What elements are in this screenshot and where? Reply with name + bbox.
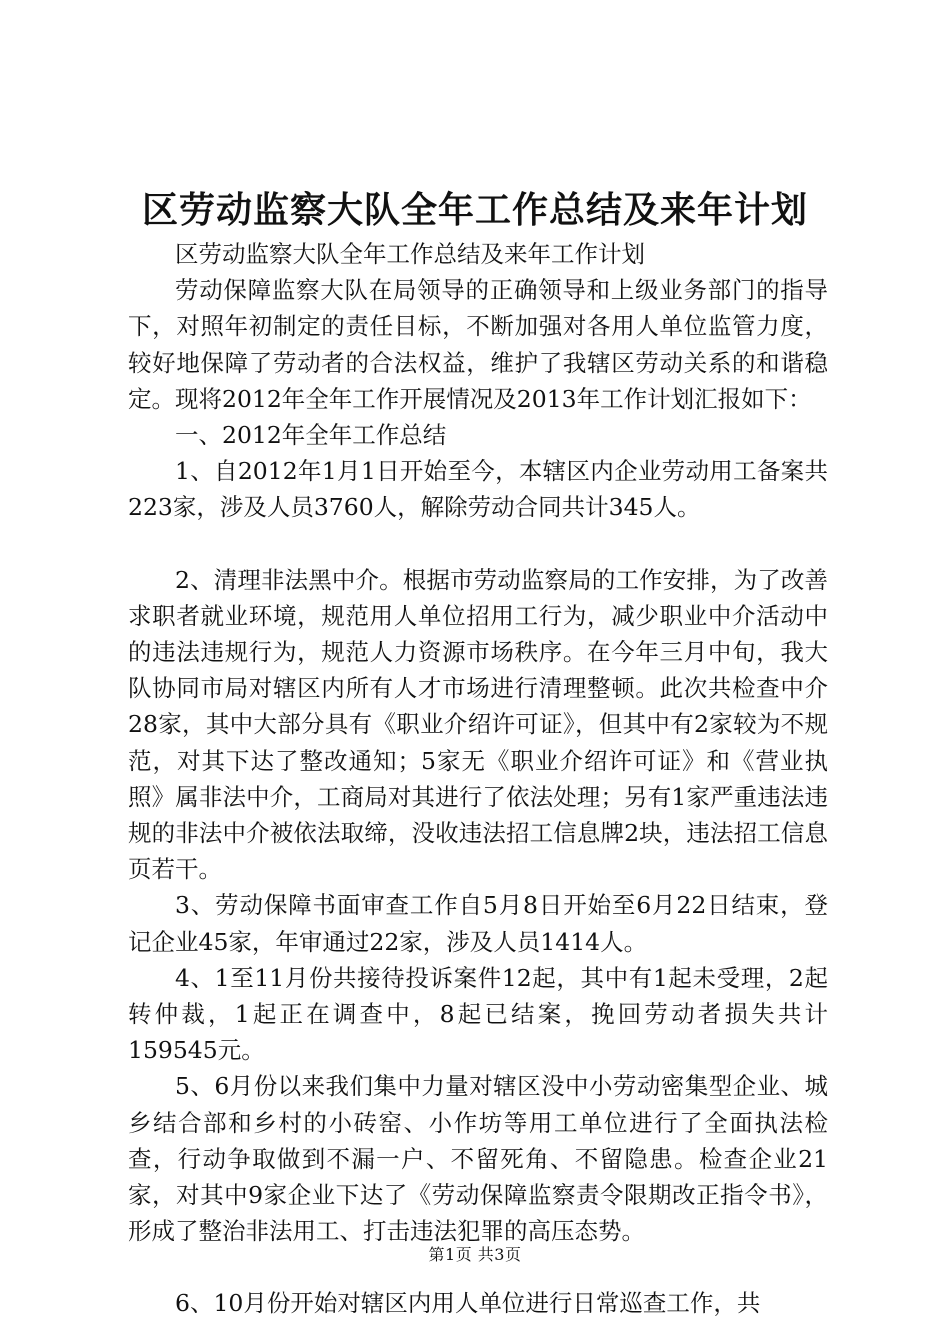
paragraph-item-6: 6、10月份开始对辖区内用人单位进行日常巡查工作，共 bbox=[175, 1289, 761, 1318]
paragraph-item-2: 2、清理非法黑中介。根据市劳动监察局的工作安排，为了改善求职者就业环境，规范用人单位招用工行为，减少职业中介活动中的违法违规行为，规范人力资源市场秩序。在今年三月中旬，我大队协同市局对辖区内所有人才市场进行清理整顿。此次共检查中介28家，其中大部分具有《职业介绍许可证》，但其中有2家较为不规范，对其下达了整改通知；5家无《职业介绍许可证》和《营业执照》属非法中介，工商局对其进行了依法处理；另有1家严重违法违规的非法中介被依法取缔，没收违法招工信息牌2块，违法招工信息页若干。 bbox=[128, 565, 828, 884]
paragraph-intro: 劳动保障监察大队在局领导的正确领导和上级业务部门的指导下，对照年初制定的责任目标，不断加强对各用人单位监管力度，较好地保障了劳动者的合法权益，维护了我辖区劳动关系的和谐稳定。现将2012年全年工作开展情况及2013年工作计划汇报如下： bbox=[128, 276, 828, 413]
section-heading: 一、2012年全年工作总结 bbox=[175, 421, 447, 450]
paragraph-item-4: 4、1至11月份共接待投诉案件12起，其中有1起未受理，2起转仲裁，1起正在调查中，8起已结案，挽回劳动者损失共计159545元。 bbox=[128, 963, 828, 1065]
paragraph-item-3: 3、劳动保障书面审查工作自5月8日开始至6月22日结束，登记企业45家，年审通过22家，涉及人员1414人。 bbox=[128, 891, 828, 956]
page-number-footer: 第1页 共3页 bbox=[428, 1245, 522, 1264]
paragraph-item-5: 5、6月份以来我们集中力量对辖区没中小劳动密集型企业、城乡结合部和乡村的小砖窑、小作坊等用工单位进行了全面执法检查，行动争取做到不漏一户、不留死角、不留隐患。检查企业21家，对其中9家企业下达了《劳动保障监察责令限期改正指令书》，形成了整治非法用工、打击违法犯罪的高压态势。 bbox=[128, 1072, 828, 1246]
paragraph-subtitle: 区劳动监察大队全年工作总结及来年工作计划 bbox=[175, 240, 645, 268]
document-body bbox=[128, 236, 828, 1322]
document-title: 区劳动监察大队全年工作总结及来年计划 bbox=[141, 189, 808, 231]
paragraph-item-1: 1、自2012年1月1日开始至今，本辖区内企业劳动用工备案共223家，涉及人员3760人，解除劳动合同共计345人。 bbox=[128, 457, 828, 522]
